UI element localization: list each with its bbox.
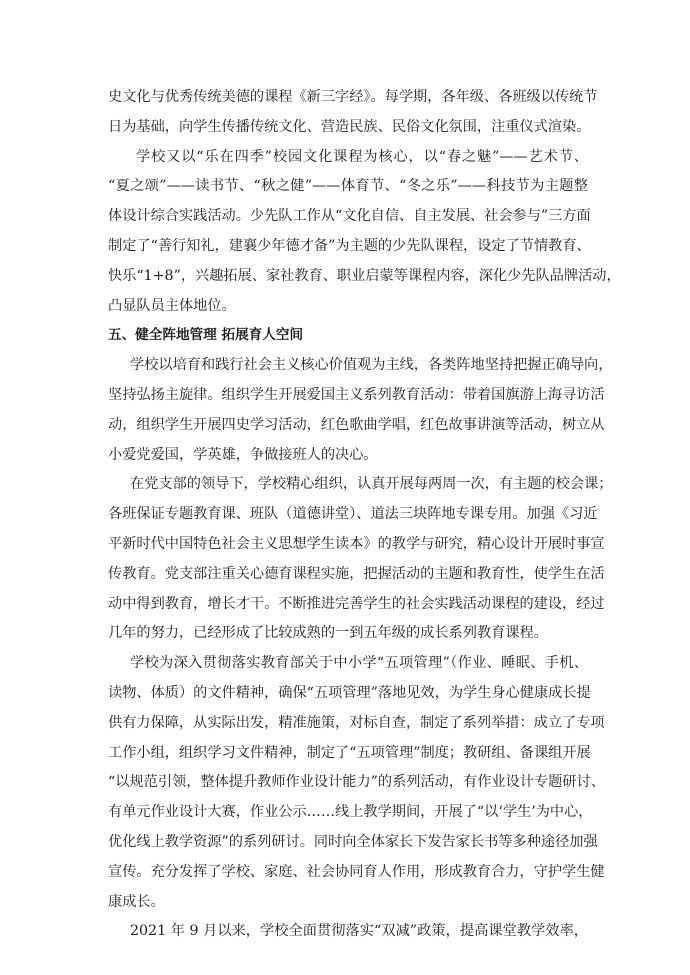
text-line: 读物、体质）的文件精神，确保“五项管理”落地见效，为学生身心健康成长提 [108,684,591,701]
text-line: 供有力保障，从实际出发，精准施策，对标自查，制定了系列举措：成立了专项 [108,714,605,731]
text-line: 学校以培育和践行社会主义核心价值观为主线，各类阵地坚持把握正确导向， [130,357,613,374]
text-line: 小爱党爱国，学英雄，争做接班人的决心。 [108,446,378,463]
document-page [108,83,621,947]
section-heading: 五、健全阵地管理 拓展育人空间 [108,327,304,344]
text-line: 平新时代中国特色社会主义思想学生读本》的教学与研究，精心设计开展时事宣 [108,535,605,552]
text-line: 宣传。充分发挥了学校、家庭、社会协同育人作用，形成教育合力，守护学生健 [108,863,605,880]
text-line: “以规范引领，整体提升教师作业设计能力”的系列活动，有作业设计专题研讨、 [108,774,605,791]
text-line: 制定了“善行知礼，建襄少年德才备”为主题的少先队课程，设定了节情教育、 [108,237,591,254]
text-line: 各班保证专题教育课、班队（道德讲堂）、道法三块阵地专课专用。加强《习近 [108,506,598,523]
text-line: 动，组织学生开展四史学习活动，红色歌曲学唱，红色故事讲演等活动，树立从 [108,416,605,433]
text-line: 快乐“1+8”，兴趣拓展、家社教育、职业启蒙等课程内容，深化少先队品牌活动， [108,267,621,284]
text-line: 2021 年 9 月以来，学校全面贯彻落实“双减”政策，提高课堂教学效率， [130,923,588,940]
text-line: 几年的努力，已经形成了比较成熟的一到五年级的成长系列教育课程。 [108,625,548,642]
text-line: 康成长。 [108,893,165,910]
text-line: 工作小组，组织学习文件精神，制定了“五项管理”制度；教研组、备课组开展 [108,744,591,761]
text-line: 有单元作业设计大赛，作业公示……线上教学期间，开展了“以‘学生’为中心， [108,804,593,821]
text-line: 传教育。党支部注重关心德育课程实施，把握活动的主题和教育性，使学生在活 [108,565,605,582]
text-line: 动中得到教育，增长才干。不断推进完善学生的社会实践活动课程的建设，经过 [108,595,605,612]
text-line: 坚持弘扬主旋律。组织学生开展爱国主义系列教育活动：带着国旗游上海寻访活 [108,386,605,403]
text-line: 优化线上教学资源”的系列研讨。同时向全体家长下发告家长书等多种途径加强 [108,833,598,850]
text-line: 体设计综合实践活动。少先队工作从“文化自信、自主发展、社会参与”三方面 [108,208,591,225]
text-line: 学校为深入贯彻落实教育部关于中小学“五项管理”（作业、睡眠、手机、 [130,655,588,672]
text-line: 凸显队员主体地位。 [108,297,236,314]
text-line: 史文化与优秀传统美德的课程《新三字经》。每学期，各年级、各班级以传统节 [108,89,598,105]
text-line: 日为基础，向学生传播传统文化、营造民族、民俗文化氛围，注重仪式渲染。 [108,118,591,135]
text-line: 学校又以“乐在四季”校园文化课程为核心，以“春之魅”——艺术节、 [136,148,588,165]
text-line: “夏之颂”——读书节、“秋之健”——体育节、“冬之乐”——科技节为主题整 [108,178,588,195]
text-line: 在党支部的领导下，学校精心组织，认真开展每两周一次，有主题的校会课； [130,476,613,493]
